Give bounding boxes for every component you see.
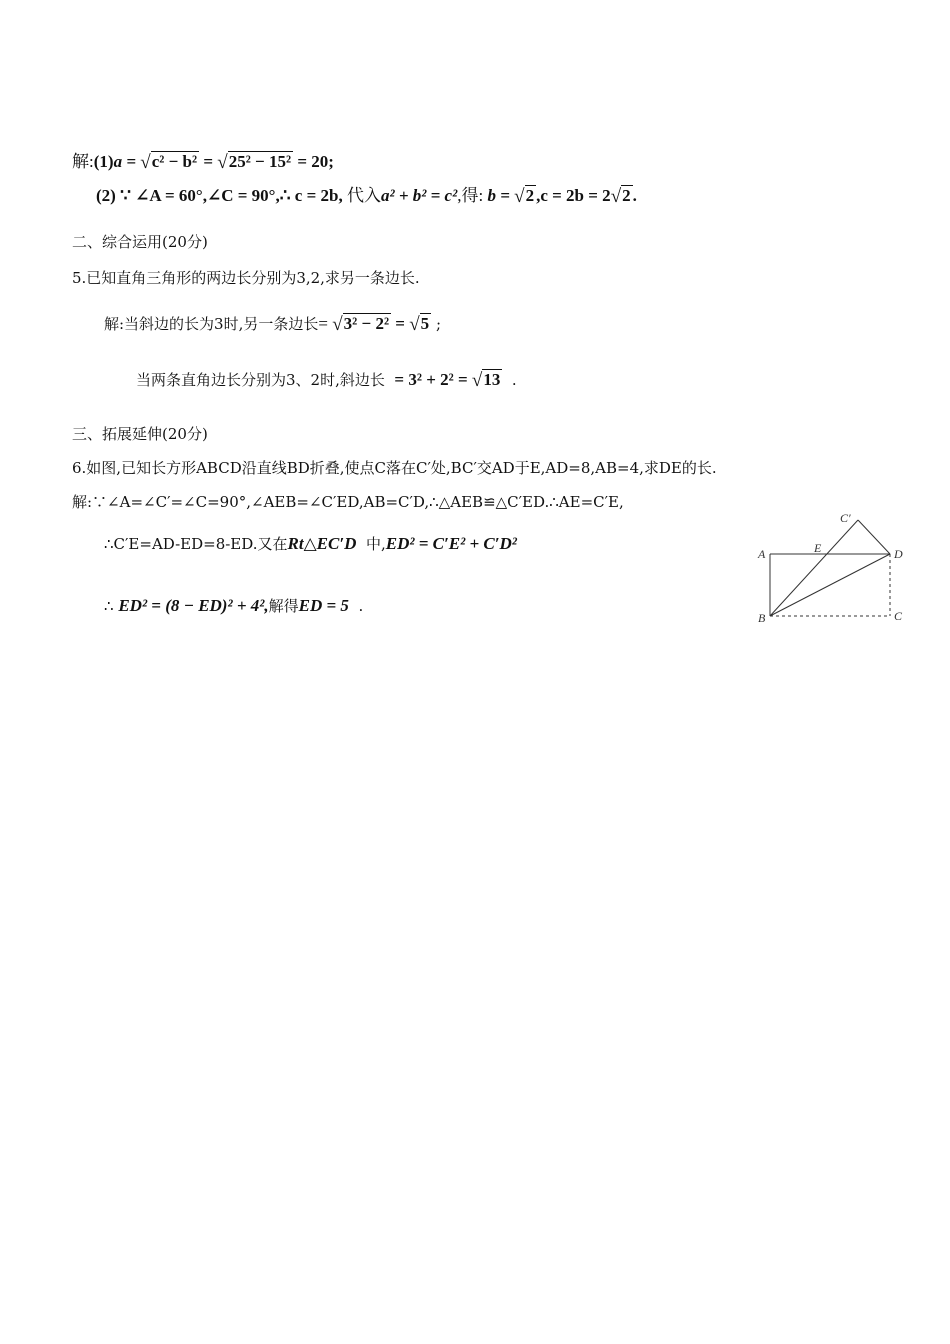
label-C: C xyxy=(894,609,903,623)
solve-text: 解得 xyxy=(268,597,299,615)
label-B: B xyxy=(758,611,766,625)
segment-CprimeD xyxy=(858,520,890,554)
sqrt-expression: √c² − b² xyxy=(140,152,198,173)
answer: ED = 5 xyxy=(298,596,349,615)
label-D: D xyxy=(894,547,903,561)
equals: = xyxy=(199,152,218,171)
segment-BCprime xyxy=(770,520,858,616)
c-value: ,c = 2b = 2 xyxy=(536,186,611,205)
b-value-lhs: b = xyxy=(487,186,515,205)
equation-lhs: a = xyxy=(113,152,141,171)
question-6-solution-line-1: 解:∵∠A=∠C′=∠C=90°,∠AEB=∠C′ED,AB=C′D,∴△AEB≌△C′ED.∴AE=C′E, xyxy=(72,493,624,511)
part-number: (2) xyxy=(96,186,116,205)
label-C-prime: C′ xyxy=(840,511,851,525)
therefore-symbol: ∴ xyxy=(104,597,114,615)
case-2-text: 当两条直角边长分别为3、2时,斜边长 xyxy=(136,371,385,389)
label-A: A xyxy=(758,547,766,561)
solution-label: 解: xyxy=(72,152,94,171)
sqrt-expression: √2 xyxy=(610,186,631,207)
right-triangle-name: Rt△EC′D xyxy=(287,534,357,553)
given-condition: ∵ ∠A = 60°,∠C = 90°,∴ c = 2b, xyxy=(120,186,343,205)
radicand: c² − b² xyxy=(151,152,198,171)
period: . xyxy=(632,186,637,205)
radicand: 25² − 15² xyxy=(228,152,292,171)
substitute-text: 代入 xyxy=(346,186,381,205)
equals: = xyxy=(318,314,333,333)
sqrt-expression: √25² − 15² xyxy=(217,152,292,173)
pythagorean-equation: ED² = C′E² + C′D² xyxy=(385,534,517,553)
radicand: 13 xyxy=(483,370,501,389)
question-5: 5.已知直角三角形的两边长分别为3,2,求另一条边长. xyxy=(72,269,420,287)
in-text: 中, xyxy=(365,535,386,553)
folded-rectangle-figure xyxy=(752,508,912,628)
part-number: (1) xyxy=(93,152,114,171)
question-6: 6.如图,已知长方形ABCD沿直线BD折叠,使点C落在C′处,BC′交AD于E,AD=8,AB=4,求DE的长. xyxy=(72,459,717,477)
hypotenuse-equation: = 3² + 2² = xyxy=(394,370,472,389)
equation: ED² = (8 − ED)² + 4², xyxy=(118,596,269,615)
radicand: 2 xyxy=(622,186,631,205)
label-E: E xyxy=(814,541,822,555)
radicand: 2 xyxy=(525,186,535,205)
section-2-heading: 二、综合运用(20分) xyxy=(72,233,208,251)
sqrt-expression: √5 xyxy=(409,314,430,335)
pythagorean-equation: a² + b² = c² xyxy=(380,186,458,205)
question-5-solution-case-2 xyxy=(136,370,517,391)
line-2-text: ∴C′E=AD-ED=8-ED.又在 xyxy=(104,535,288,553)
diagonal-BD xyxy=(770,554,890,616)
question-6-solution-line-3 xyxy=(104,596,363,616)
solution-4-part-2 xyxy=(96,186,637,207)
period: . xyxy=(358,597,364,615)
equals: = xyxy=(391,314,410,333)
radicand: 3² − 2² xyxy=(343,314,390,333)
question-5-solution-case-1 xyxy=(104,314,441,335)
get-text: ,得: xyxy=(457,186,484,205)
period: . xyxy=(511,371,517,389)
radicand: 5 xyxy=(420,314,430,333)
case-1-text: 解:当斜边的长为3时,另一条边长 xyxy=(104,315,319,333)
sqrt-expression: √2 xyxy=(514,186,535,207)
semicolon: ; xyxy=(431,315,441,333)
question-6-solution-line-2 xyxy=(104,534,517,554)
sqrt-expression: √3² − 2² xyxy=(332,314,390,335)
result: = 20; xyxy=(293,152,334,171)
sqrt-expression: √13 xyxy=(471,370,501,391)
solution-4-part-1 xyxy=(72,152,334,173)
section-3-heading: 三、拓展延伸(20分) xyxy=(72,425,208,443)
